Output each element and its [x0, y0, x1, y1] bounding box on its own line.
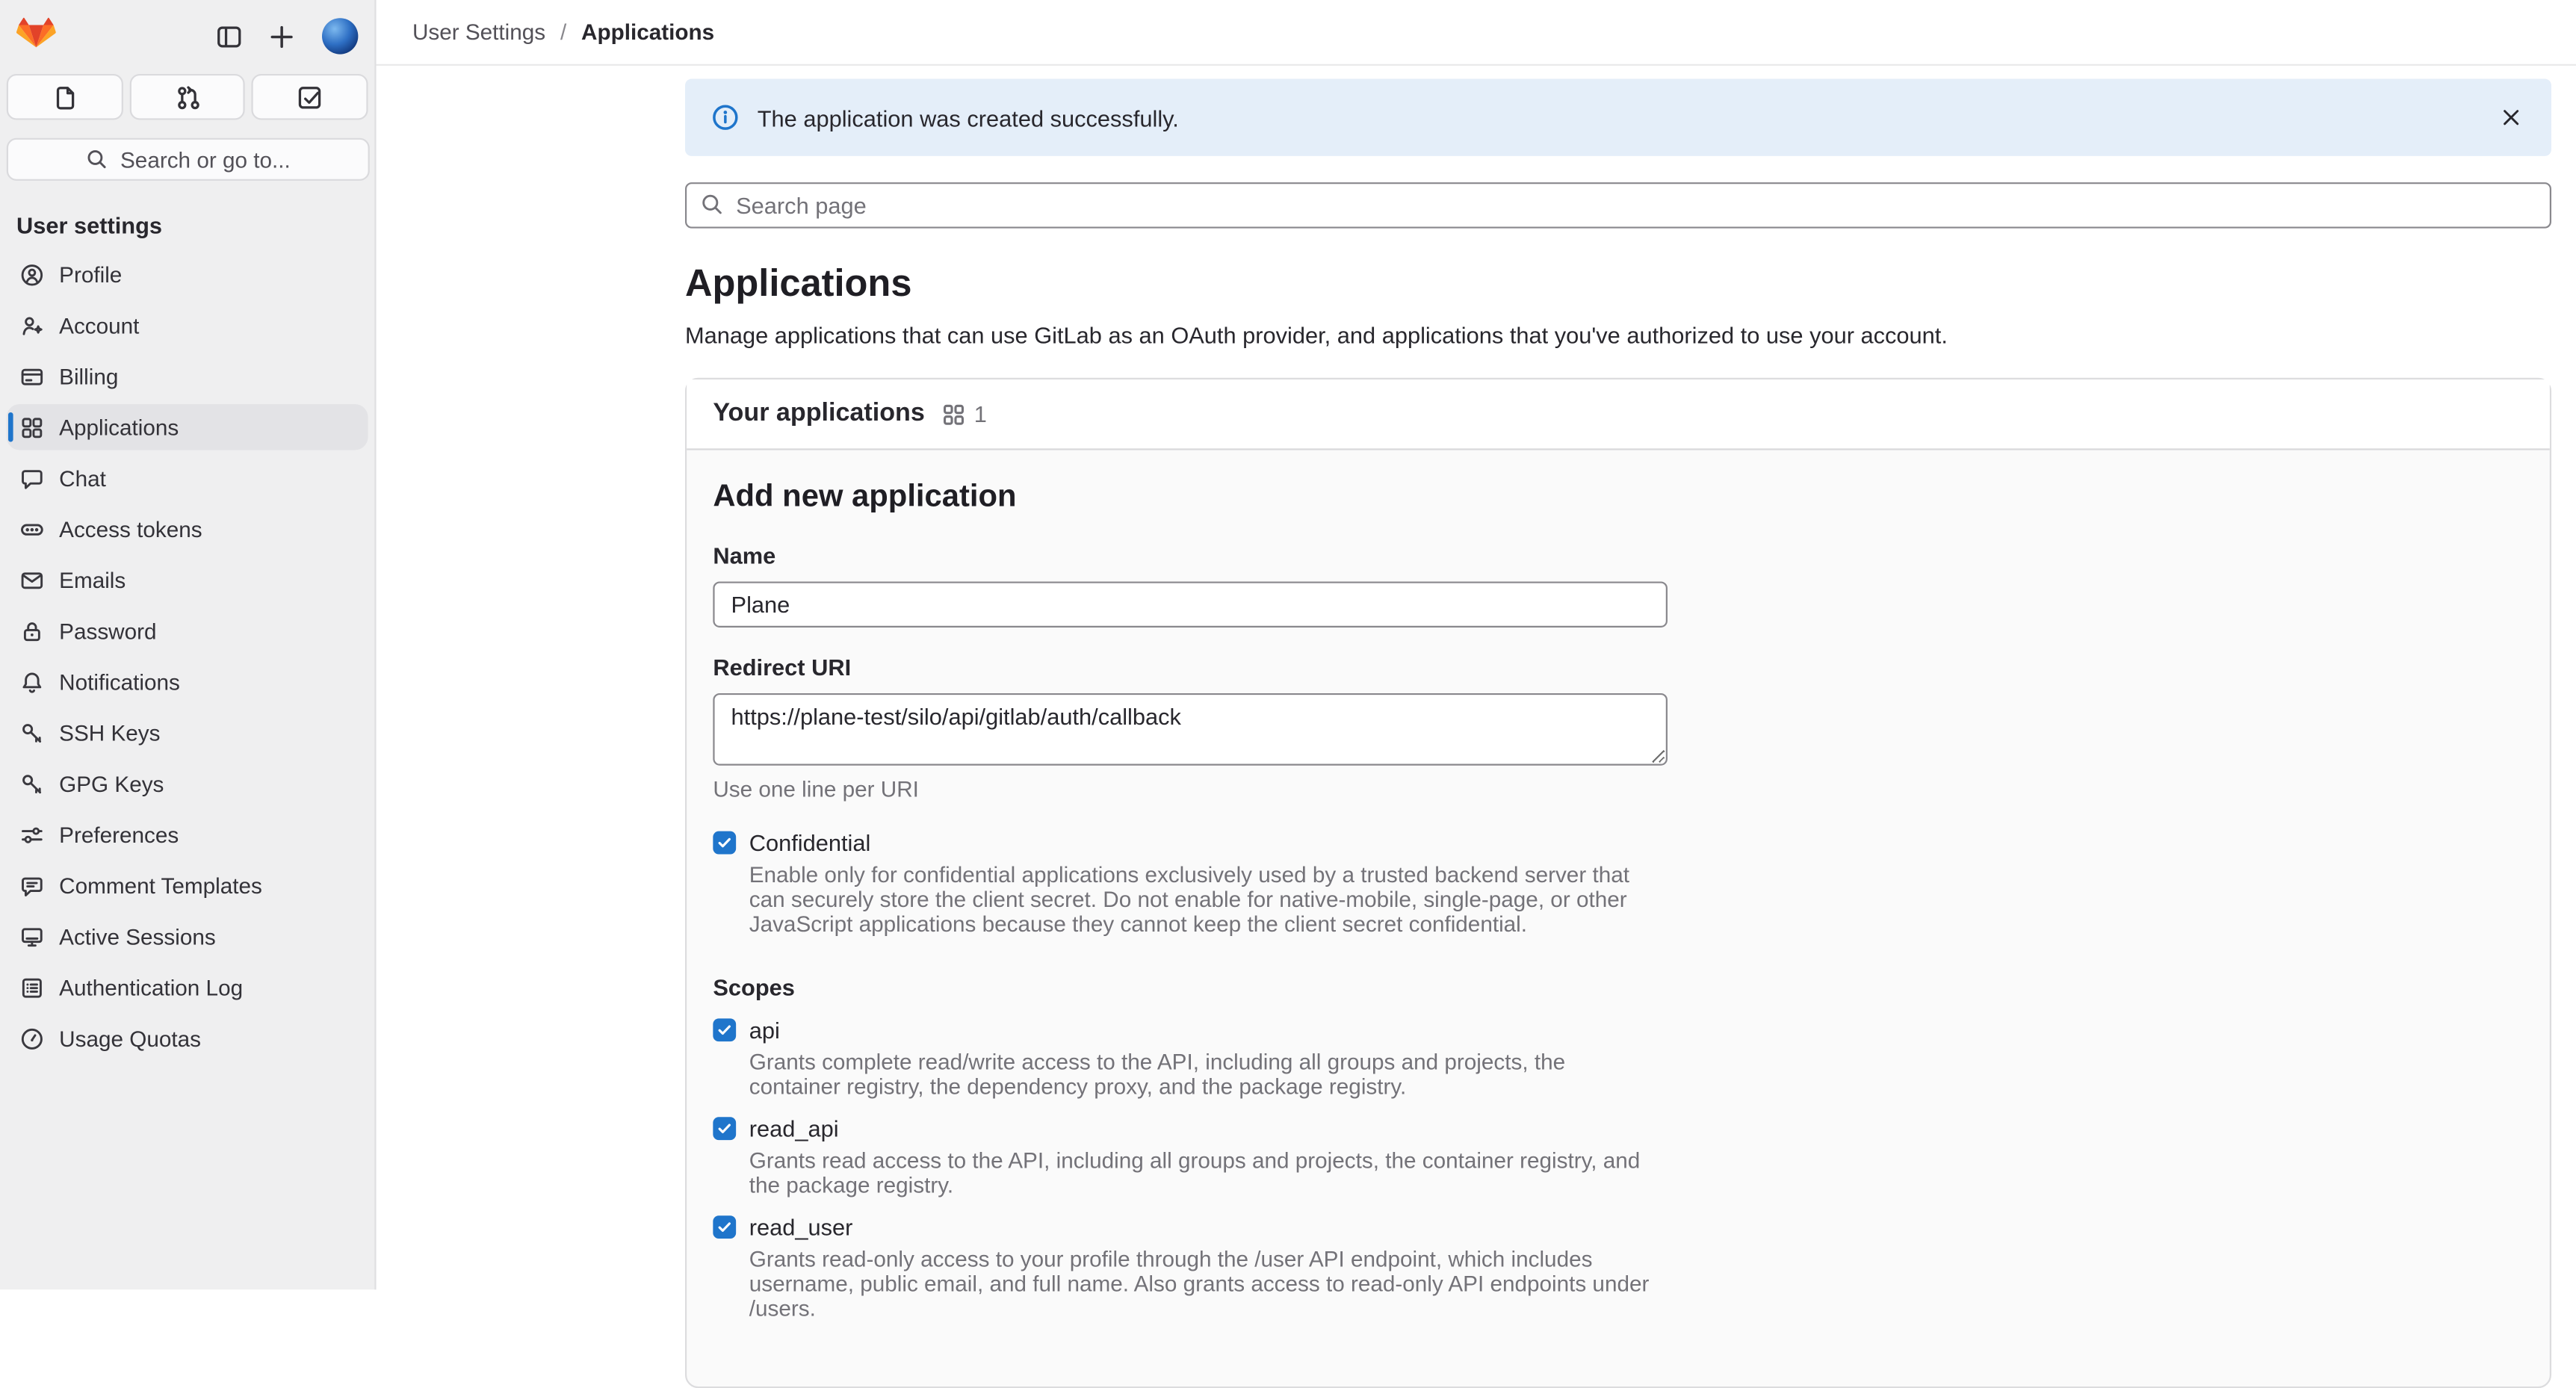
- applications-count-badge: [941, 401, 987, 427]
- breadcrumb-applications-link[interactable]: Applications: [581, 19, 715, 45]
- page-title: Applications: [684, 261, 912, 304]
- scopes-label: Scopes: [713, 973, 795, 1001]
- redirect-uri-label: Redirect URI: [713, 654, 852, 681]
- usage-quotas-icon: [19, 1026, 44, 1050]
- main-area: [377, 0, 2576, 1321]
- applications-grid-icon: [941, 402, 966, 427]
- sidebar-shortcuts: [0, 66, 374, 120]
- sidebar-item-emails[interactable]: Emails: [7, 557, 368, 603]
- sidebar-item-billing[interactable]: Billing: [7, 353, 368, 400]
- search-icon: [700, 192, 725, 217]
- merge-request-button[interactable]: [129, 74, 245, 120]
- info-icon: [711, 104, 739, 131]
- scope-read_user-checkbox[interactable]: [713, 1215, 736, 1239]
- applications-icon: [19, 415, 44, 439]
- sidebar-section-title: User settings: [16, 211, 163, 238]
- sidebar-item-applications[interactable]: Applications: [7, 404, 368, 450]
- scope-read_user-description: Grants read-only access to your profile through the /user API endpoint, which includes username, public email, and full name. Also grants access to read-only API endpoints under /users.: [749, 1247, 1650, 1321]
- scope-read_api-checkbox[interactable]: [713, 1117, 736, 1140]
- authentication-log-icon: [19, 975, 44, 1000]
- scope-read_api-description: Grants read access to the API, including all groups and projects, the container registry, and the package registry.: [749, 1148, 1641, 1198]
- profile-icon: [19, 262, 44, 287]
- todos-button[interactable]: [252, 74, 368, 120]
- sidebar-item-usage-quotas[interactable]: Usage Quotas: [7, 1015, 368, 1062]
- sidebar-item-profile[interactable]: Profile: [7, 251, 368, 297]
- card-title: Your applications: [713, 399, 925, 427]
- comment-templates-icon: [19, 873, 44, 898]
- success-alert: [685, 79, 2551, 156]
- billing-icon: [19, 364, 44, 388]
- sidebar-nav: [0, 251, 374, 1061]
- confidential-checkbox-row[interactable]: [713, 829, 2523, 855]
- form-title: Add new application: [713, 480, 1017, 515]
- sidebar-item-password[interactable]: Password: [7, 608, 368, 654]
- sidebar: [0, 0, 377, 1289]
- emails-icon: [19, 568, 44, 592]
- issues-button[interactable]: [7, 74, 123, 120]
- name-input[interactable]: [713, 581, 1668, 628]
- redirect-uri-textarea[interactable]: [713, 693, 1668, 766]
- gitlab-logo-icon: [16, 18, 56, 54]
- scope-api-row[interactable]: [713, 1017, 2523, 1043]
- sidebar-item-access-tokens[interactable]: Access tokens: [7, 506, 368, 552]
- key-icon: [19, 720, 44, 745]
- page-description: Manage applications that can use GitLab as an OAuth provider, and applications that you've authorized to use your account.: [684, 322, 1948, 349]
- confidential-checkbox[interactable]: [713, 831, 736, 855]
- sidebar-toggle-icon: [214, 22, 242, 50]
- redirect-uri-help: Use one line per URI: [713, 777, 919, 802]
- your-applications-card: [685, 378, 2551, 1388]
- breadcrumb-user-settings-link[interactable]: User Settings: [412, 19, 546, 45]
- key-icon: [19, 771, 44, 796]
- confidential-label[interactable]: Confidential: [749, 829, 871, 856]
- access-tokens-icon: [19, 517, 44, 542]
- sidebar-item-comment-templates[interactable]: Comment Templates: [7, 862, 368, 908]
- applications-count: 1: [973, 400, 987, 427]
- page-search: [685, 182, 2551, 229]
- breadcrumb-separator: /: [560, 19, 567, 45]
- scope-read_api-row[interactable]: [713, 1115, 2523, 1141]
- sidebar-item-gpg-keys[interactable]: GPG Keys: [7, 760, 368, 807]
- card-header: [687, 379, 2550, 450]
- user-avatar[interactable]: [322, 18, 358, 54]
- preferences-icon: [19, 822, 44, 847]
- page-search-input[interactable]: [685, 182, 2551, 229]
- search-or-go-to-label: Search or go to...: [120, 146, 291, 172]
- scope-api-description: Grants complete read/write access to the API, including all groups and projects, the container registry, the dependency proxy, and the package registry.: [749, 1050, 1566, 1100]
- sidebar-item-active-sessions[interactable]: Active Sessions: [7, 914, 368, 960]
- search-or-go-to-button[interactable]: [7, 138, 370, 181]
- name-label: Name: [713, 542, 776, 568]
- scope-read_api-label[interactable]: read_api: [749, 1115, 839, 1142]
- alert-close-button[interactable]: [2497, 104, 2524, 131]
- scope-read_user-row[interactable]: [713, 1214, 2523, 1240]
- sidebar-item-ssh-keys[interactable]: SSH Keys: [7, 710, 368, 756]
- scope-api-label[interactable]: api: [749, 1017, 780, 1044]
- sidebar-toggle-button[interactable]: [207, 15, 250, 58]
- chat-icon: [19, 465, 44, 490]
- active-sessions-icon: [19, 924, 44, 949]
- scope-option-read_api: [713, 1115, 2523, 1198]
- plus-icon: [267, 22, 294, 50]
- scope-api-checkbox[interactable]: [713, 1018, 736, 1041]
- sidebar-item-notifications[interactable]: Notifications: [7, 659, 368, 705]
- scope-read_user-label[interactable]: read_user: [749, 1214, 853, 1241]
- scopes-list: [713, 1017, 2523, 1321]
- active-indicator: [8, 412, 13, 442]
- search-icon: [86, 148, 109, 171]
- alert-message: The application was created successfully.: [757, 104, 1179, 131]
- add-application-form: [687, 450, 2550, 1387]
- password-icon: [19, 619, 44, 643]
- sidebar-item-authentication-log[interactable]: Authentication Log: [7, 964, 368, 1011]
- account-icon: [19, 313, 44, 338]
- scope-option-api: [713, 1017, 2523, 1099]
- scope-option-read_user: [713, 1214, 2523, 1321]
- breadcrumb: [377, 0, 2576, 66]
- todos-icon: [296, 83, 323, 111]
- sidebar-item-account[interactable]: Account: [7, 303, 368, 349]
- page-content: [377, 66, 2576, 1388]
- merge-request-icon: [173, 83, 201, 111]
- close-icon: [2501, 107, 2522, 128]
- confidential-description: Enable only for confidential applications exclusively used by a trusted backend server that can securely store the client secret. Do not enable for native-mobile, single-page, or other JavaScript applications because they cannot keep the client secret confidential.: [749, 862, 1629, 937]
- create-new-button[interactable]: [259, 15, 302, 58]
- sidebar-item-preferences[interactable]: Preferences: [7, 811, 368, 858]
- notifications-icon: [19, 669, 44, 694]
- sidebar-item-chat[interactable]: Chat: [7, 455, 368, 501]
- sidebar-top-bar: [0, 0, 374, 66]
- issues-icon: [51, 83, 78, 111]
